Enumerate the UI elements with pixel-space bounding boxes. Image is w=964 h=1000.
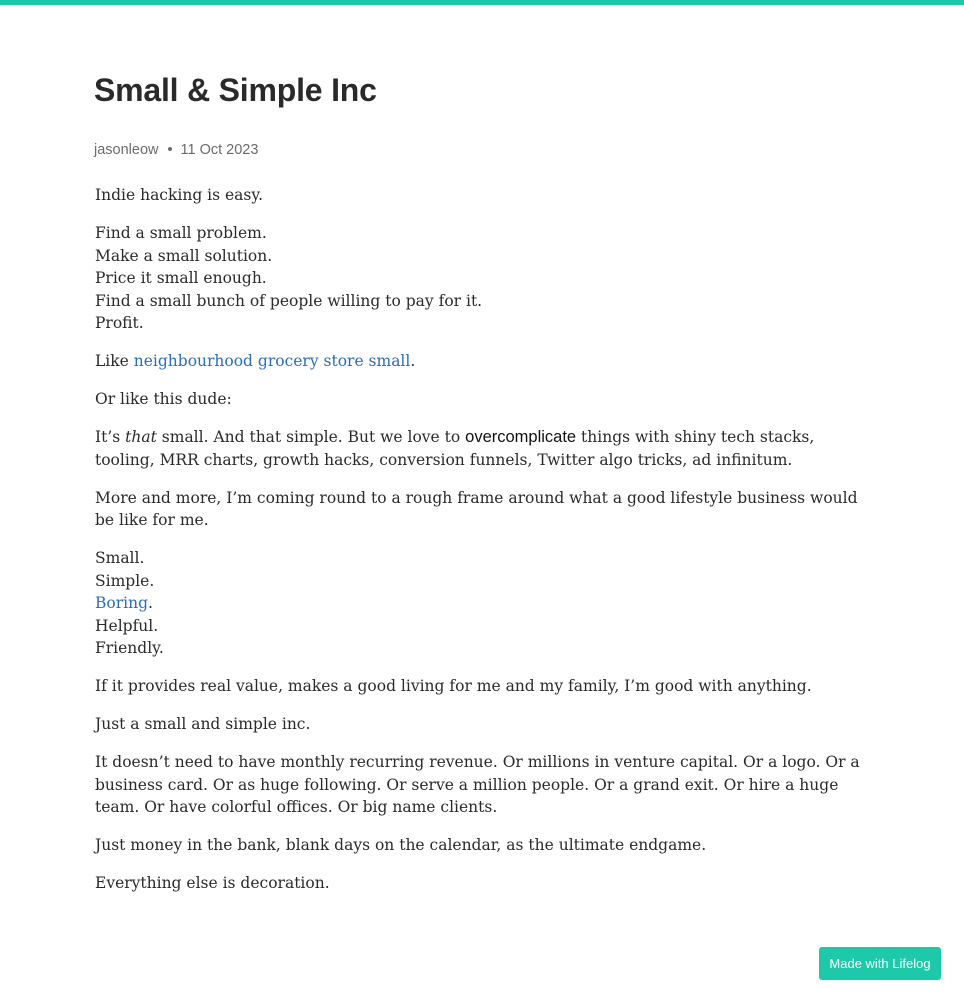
list-item: Profit. — [95, 314, 144, 332]
paragraph-steps — [95, 222, 865, 335]
paragraph-decoration: Everything else is decoration. — [95, 874, 330, 892]
post-body — [95, 184, 865, 910]
paragraph-values — [95, 547, 865, 660]
text-span: . — [410, 352, 416, 370]
text-span: Like — [95, 352, 134, 370]
post-title: Small & Simple Inc — [94, 72, 377, 108]
list-item: Simple. — [95, 571, 155, 590]
list-item: Helpful. — [95, 616, 159, 635]
paragraph-doesnt-need: It doesn’t need to have monthly recurring revenue. Or millions in venture capital. Or a logo. Or a business card. Or as huge following. Or serve a million people. Or a grand exit. Or hire a huge team. Or have colorful offices. Or big name clients. — [95, 753, 860, 816]
post-meta — [94, 142, 258, 158]
post-date: 11 Oct 2023 — [180, 142, 259, 158]
list-item: Make a small solution. — [95, 246, 273, 265]
paragraph-small-inc: Just a small and simple inc. — [95, 715, 311, 733]
paragraph-real-value: If it provides real value, makes a good living for me and my family, I’m good with anything. — [95, 677, 812, 695]
grocery-store-link[interactable]: neighbourhood grocery store small — [133, 352, 411, 370]
paragraph-dude: Or like this dude: — [95, 390, 232, 408]
paragraph-like — [95, 350, 865, 373]
text-span: . — [148, 594, 153, 612]
emphasis-text: that — [125, 428, 157, 446]
list-item: Friendly. — [95, 639, 164, 657]
text-span: things with shiny tech stacks, tooling, MRR charts, growth hacks, conversion funnels, Twitter algo tricks, ad infinitum. — [95, 428, 815, 469]
highlight-text: overcomplicate — [465, 428, 577, 446]
paragraph-endgame: Just money in the bank, blank days on the calendar, as the ultimate endgame. — [95, 836, 707, 854]
paragraph-overcomplicate — [95, 426, 865, 471]
top-accent-bar — [0, 0, 964, 5]
post-author[interactable]: jasonleow — [94, 142, 159, 158]
meta-separator-dot — [168, 147, 172, 151]
made-with-lifelog-badge[interactable]: Made with Lifelog — [819, 947, 941, 980]
list-item: Find a small problem. — [95, 224, 267, 242]
boring-link[interactable]: Boring — [95, 594, 148, 612]
text-span: small. And that simple. But we love to — [156, 428, 466, 446]
paragraph-intro: Indie hacking is easy. — [95, 186, 264, 204]
list-item: Find a small bunch of people willing to pay for it. — [95, 291, 483, 310]
list-item: Price it small enough. — [95, 269, 267, 287]
list-item: Small. — [95, 549, 145, 567]
paragraph-lifestyle: More and more, I’m coming round to a rough frame around what a good lifestyle business would be like for me. — [95, 488, 858, 529]
text-span: It’s — [95, 428, 126, 446]
